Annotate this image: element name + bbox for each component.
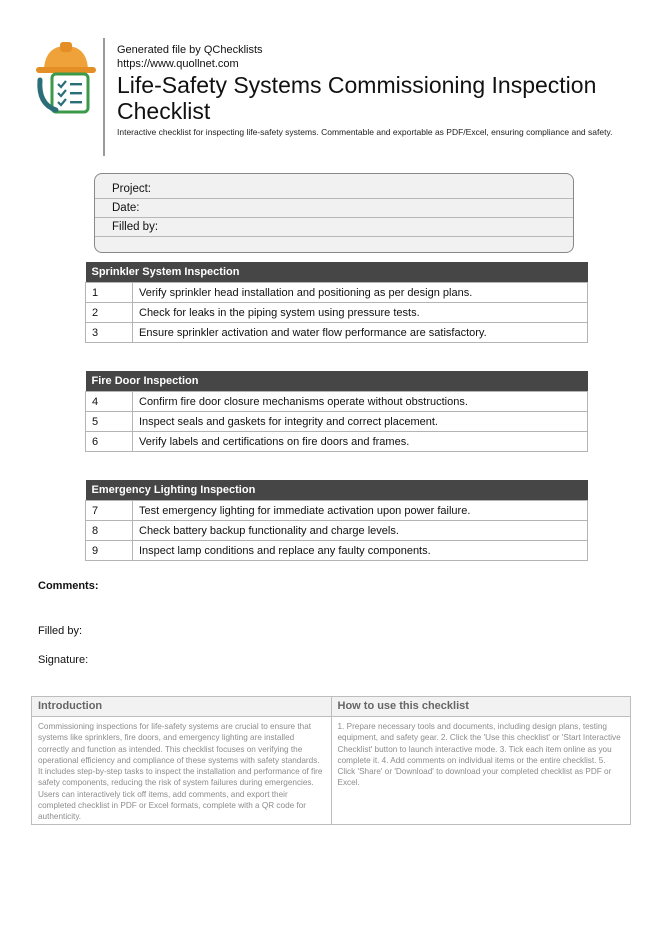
checklist-item[interactable] bbox=[86, 323, 588, 343]
project-info-box bbox=[94, 173, 574, 253]
introduction-heading: Introduction bbox=[32, 697, 331, 717]
item-text: Check for leaks in the piping system using pressure tests. bbox=[133, 303, 588, 323]
checklist-item[interactable] bbox=[86, 283, 588, 303]
generated-by-text: Generated file by QChecklists bbox=[117, 44, 263, 56]
introduction-text: Commissioning inspections for life-safety systems are crucial to ensure that systems like sprinklers, fire doors, and emergency lighting are installed correctly and function as intended. This checklist focuses on verifying the operational efficiency and compliance of these systems with safety standards. It includes step-by-step tasks to inspect the installation and performance of fire safety components, reducing the risk of system failures during emergencies. Users can interactively tick off items, add comments, and export their completed checklist in PDF or Excel formats, complete with a QR code for authenticity. bbox=[38, 722, 323, 822]
item-number: 6 bbox=[86, 432, 133, 452]
how-to-text: 1. Prepare necessary tools and documents, including design plans, testing equipment, and safety gear. 2. Click the 'Use this checklist' or 'Start Interactive Checklist' button to launch interactive mode. 3. Tick each item online as you complete it. 4. Add comments on individual items or the entire checklist. 5. Click 'Share' or 'Download' to download your completed checklist as PDF or Excel. bbox=[337, 722, 621, 788]
source-url-link[interactable]: https://www.quollnet.com bbox=[117, 58, 239, 70]
checklist-item[interactable] bbox=[86, 303, 588, 323]
signature-label: Signature: bbox=[38, 654, 89, 666]
checklist-item[interactable] bbox=[86, 432, 588, 452]
item-number: 8 bbox=[86, 521, 133, 541]
item-number: 7 bbox=[86, 501, 133, 521]
item-number: 2 bbox=[86, 303, 133, 323]
checklist-item[interactable] bbox=[86, 541, 588, 561]
date-field[interactable]: Date: bbox=[95, 199, 573, 218]
item-number: 3 bbox=[86, 323, 133, 343]
page-title: Life-Safety Systems Commissioning Inspection Checklist bbox=[117, 72, 597, 124]
item-number: 1 bbox=[86, 283, 133, 303]
item-number: 5 bbox=[86, 412, 133, 432]
checklist-item[interactable] bbox=[86, 521, 588, 541]
comments-label: Comments: bbox=[38, 580, 99, 592]
item-text: Verify sprinkler head installation and positioning as per design plans. bbox=[133, 283, 588, 303]
header-divider bbox=[103, 38, 105, 156]
info-panels bbox=[31, 696, 631, 825]
how-to-heading: How to use this checklist bbox=[332, 697, 631, 717]
introduction-panel bbox=[32, 697, 331, 824]
section-table-fire-door bbox=[85, 371, 588, 452]
item-number: 4 bbox=[86, 392, 133, 412]
section-header: Fire Door Inspection bbox=[86, 371, 588, 392]
section-table-emergency-lighting bbox=[85, 480, 588, 561]
hardhat-checklist-logo-icon bbox=[30, 40, 100, 115]
section-header: Emergency Lighting Inspection bbox=[86, 480, 588, 501]
generator-info bbox=[117, 43, 263, 71]
item-text: Ensure sprinkler activation and water flow performance are satisfactory. bbox=[133, 323, 588, 343]
item-text: Test emergency lighting for immediate activation upon power failure. bbox=[133, 501, 588, 521]
section-table-sprinkler bbox=[85, 262, 588, 343]
item-text: Inspect lamp conditions and replace any faulty components. bbox=[133, 541, 588, 561]
item-text: Verify labels and certifications on fire doors and frames. bbox=[133, 432, 588, 452]
checklist-item[interactable] bbox=[86, 501, 588, 521]
item-text: Inspect seals and gaskets for integrity and correct placement. bbox=[133, 412, 588, 432]
checklist-item[interactable] bbox=[86, 412, 588, 432]
how-to-panel bbox=[331, 697, 631, 824]
section-header: Sprinkler System Inspection bbox=[86, 262, 588, 283]
item-text: Check battery backup functionality and charge levels. bbox=[133, 521, 588, 541]
item-number: 9 bbox=[86, 541, 133, 561]
filled-by-field[interactable]: Filled by: bbox=[95, 218, 573, 237]
filled-by-label: Filled by: bbox=[38, 625, 83, 637]
item-text: Confirm fire door closure mechanisms operate without obstructions. bbox=[133, 392, 588, 412]
page-description: Interactive checklist for inspecting life-safety systems. Commentable and exportable as PDF/Excel, ensuring compliance and safety. bbox=[117, 127, 613, 137]
checklist-item[interactable] bbox=[86, 392, 588, 412]
project-field[interactable]: Project: bbox=[95, 180, 573, 199]
